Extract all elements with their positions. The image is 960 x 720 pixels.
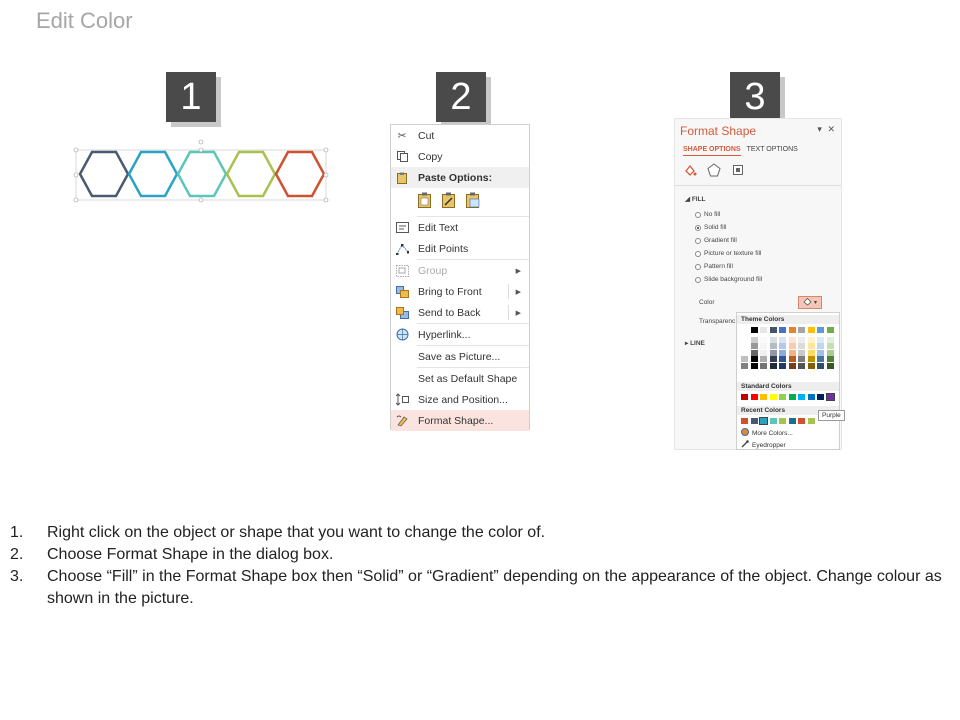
split-divider — [508, 284, 509, 299]
theme-color-column — [779, 327, 786, 369]
theme-color-column — [741, 327, 748, 369]
color-swatch[interactable] — [808, 327, 815, 333]
color-swatch[interactable] — [751, 363, 758, 369]
menu-label: Size and Position... — [418, 393, 508, 406]
theme-color-column — [808, 327, 815, 369]
color-swatch[interactable] — [741, 327, 748, 333]
color-swatch[interactable] — [751, 327, 758, 333]
color-swatch[interactable] — [817, 343, 824, 349]
radio-label: Pattern fill — [704, 263, 733, 270]
menu-label: Cut — [418, 129, 435, 142]
menu-item-edit-points[interactable] — [391, 238, 529, 259]
color-swatch[interactable] — [798, 356, 805, 362]
color-swatch[interactable] — [741, 394, 748, 400]
edit-points-icon — [391, 243, 413, 255]
color-swatch[interactable] — [770, 350, 777, 356]
theme-color-column — [827, 327, 834, 369]
color-swatch[interactable] — [760, 327, 767, 333]
color-swatch[interactable] — [808, 394, 815, 400]
instruction-number: 2. — [10, 546, 24, 563]
send-back-icon — [391, 307, 413, 319]
pane-tabs — [683, 146, 798, 156]
color-swatch[interactable] — [760, 337, 767, 343]
color-swatch[interactable] — [798, 350, 805, 356]
color-swatch[interactable] — [798, 363, 805, 369]
color-swatch[interactable] — [741, 343, 748, 349]
copy-icon — [391, 151, 413, 162]
recent-color-row — [741, 418, 815, 424]
color-swatch[interactable] — [817, 327, 824, 333]
color-swatch[interactable] — [817, 356, 824, 362]
theme-colors-header: Theme Colors — [737, 315, 839, 324]
resize-handle[interactable] — [74, 148, 78, 152]
radio-dot — [695, 277, 701, 283]
theme-color-grid — [741, 327, 834, 369]
menu-label: Copy — [418, 150, 443, 163]
paste-options-row — [391, 188, 529, 216]
paste-options-header — [391, 167, 529, 188]
menu-label: Format Shape... — [418, 414, 494, 427]
instruction-number: 3. — [10, 568, 24, 585]
color-palette-dropdown — [736, 312, 840, 450]
radio-solid-fill[interactable] — [695, 224, 726, 231]
paste-keep-source-icon[interactable] — [417, 192, 433, 212]
eyedropper-link[interactable] — [741, 440, 786, 450]
color-swatch[interactable] — [808, 337, 815, 343]
color-swatch[interactable] — [770, 418, 777, 424]
color-swatch[interactable] — [760, 350, 767, 356]
color-tooltip: Purple — [818, 410, 845, 421]
pane-controls — [817, 124, 835, 135]
menu-item-bring-to-front[interactable] — [391, 281, 529, 302]
pane-options-icon[interactable]: ▾ — [817, 124, 822, 134]
color-swatch[interactable] — [760, 356, 767, 362]
color-swatch[interactable] — [751, 356, 758, 362]
color-swatch[interactable] — [779, 337, 786, 343]
color-swatch[interactable] — [817, 350, 824, 356]
menu-item-cut[interactable] — [391, 125, 529, 146]
radio-label: No fill — [704, 211, 721, 218]
close-icon[interactable]: ✕ — [827, 124, 835, 134]
color-swatch[interactable] — [827, 394, 834, 400]
instruction-text: Choose “Fill” in the Format Shape box then “Solid” or “Gradient” depending on the appearance of the object. Change colour as shown in the picture. — [47, 568, 942, 607]
menu-item-hyperlink[interactable] — [391, 324, 529, 345]
standard-color-row — [741, 394, 834, 400]
radio-gradient-fill[interactable] — [695, 237, 737, 244]
menu-label: Group — [418, 264, 448, 277]
paste-picture-icon[interactable] — [465, 192, 481, 212]
instruction-item — [10, 522, 950, 544]
more-colors-label: More Colors... — [752, 429, 793, 437]
color-swatch[interactable] — [789, 356, 796, 362]
color-swatch[interactable] — [741, 337, 748, 343]
tab-shape-options[interactable]: SHAPE OPTIONS — [683, 146, 741, 156]
color-swatch[interactable] — [798, 327, 805, 333]
menu-label: Bring to Front — [418, 285, 482, 298]
menu-item-send-to-back[interactable] — [391, 302, 529, 323]
color-swatch[interactable] — [770, 343, 777, 349]
radio-no-fill[interactable] — [695, 211, 720, 218]
fill-section-label: FILL — [691, 196, 706, 203]
menu-item-size-position[interactable] — [391, 389, 529, 410]
color-swatch[interactable] — [760, 363, 767, 369]
fill-bucket-icon — [803, 297, 812, 308]
color-swatch[interactable] — [798, 418, 805, 424]
resize-handle[interactable] — [199, 148, 203, 152]
eyedropper-label: Eyedropper — [752, 441, 786, 449]
color-swatch[interactable] — [798, 343, 805, 349]
format-shape-icon — [391, 414, 413, 427]
color-swatch[interactable] — [808, 356, 815, 362]
menu-label: Hyperlink... — [418, 328, 471, 341]
resize-handle[interactable] — [199, 198, 203, 202]
menu-label: Paste Options: — [418, 171, 493, 184]
color-swatch[interactable] — [751, 418, 758, 424]
hexagon-shapes[interactable] — [70, 138, 332, 210]
radio-dot — [695, 251, 701, 257]
color-swatch[interactable] — [741, 350, 748, 356]
color-swatch[interactable] — [760, 418, 767, 424]
eyedropper-icon — [741, 440, 749, 450]
color-swatch[interactable] — [808, 350, 815, 356]
instruction-item — [10, 566, 950, 610]
color-swatch[interactable] — [817, 363, 824, 369]
context-menu — [390, 124, 530, 430]
color-swatch[interactable] — [789, 337, 796, 343]
radio-label: Slide background fill — [704, 276, 763, 283]
radio-label: Gradient fill — [704, 237, 737, 244]
resize-handle[interactable] — [324, 148, 328, 152]
menu-label: Save as Picture... — [418, 350, 501, 363]
color-swatch[interactable] — [779, 356, 786, 362]
fill-line-icon[interactable] — [683, 163, 697, 179]
color-swatch[interactable] — [808, 363, 815, 369]
color-swatch[interactable] — [751, 343, 758, 349]
page-title: Edit Color — [36, 8, 133, 33]
effects-icon[interactable] — [707, 163, 721, 179]
submenu-arrow-icon[interactable]: ▶ — [515, 309, 521, 317]
resize-handle[interactable] — [74, 173, 78, 177]
color-swatch[interactable] — [751, 337, 758, 343]
rotate-handle[interactable] — [199, 140, 203, 144]
fill-section-header[interactable]: ◢ FILL — [685, 196, 706, 203]
resize-handle[interactable] — [324, 198, 328, 202]
hexagon-2[interactable] — [129, 152, 177, 196]
menu-item-set-default-shape[interactable] — [391, 368, 529, 389]
color-swatch[interactable] — [770, 394, 777, 400]
radio-picture-fill[interactable] — [695, 250, 761, 257]
color-wheel-icon — [741, 428, 749, 438]
hexagon-5[interactable] — [276, 152, 324, 196]
resize-handle[interactable] — [74, 198, 78, 202]
color-swatch[interactable] — [789, 418, 796, 424]
color-dropdown-button[interactable] — [798, 296, 822, 309]
split-divider — [508, 305, 509, 320]
color-swatch[interactable] — [779, 418, 786, 424]
selection-box — [76, 150, 326, 200]
menu-item-edit-text[interactable] — [391, 217, 529, 238]
hexagon-4[interactable] — [227, 152, 275, 196]
color-swatch[interactable] — [827, 327, 834, 333]
color-swatch[interactable] — [779, 343, 786, 349]
radio-dot — [695, 238, 701, 244]
color-swatch[interactable] — [760, 394, 767, 400]
recent-colors-header: Recent Colors — [737, 406, 839, 415]
color-swatch[interactable] — [779, 363, 786, 369]
step-1-badge: 1 — [166, 72, 216, 122]
theme-color-column — [789, 327, 796, 369]
pane-title: Format Shape — [680, 124, 757, 138]
color-swatch[interactable] — [741, 418, 748, 424]
submenu-arrow-icon: ▶ — [515, 267, 521, 275]
hyperlink-icon — [391, 328, 413, 341]
color-swatch[interactable] — [827, 343, 834, 349]
color-swatch[interactable] — [789, 363, 796, 369]
menu-label: Edit Points — [418, 242, 469, 255]
scissors-icon: ✂ — [397, 129, 407, 142]
color-swatch[interactable] — [760, 343, 767, 349]
submenu-arrow-icon[interactable]: ▶ — [515, 288, 521, 296]
size-position-icon — [391, 393, 413, 406]
hexagon-1[interactable] — [80, 152, 128, 196]
edit-text-icon — [391, 222, 413, 233]
instruction-list — [10, 522, 950, 610]
radio-dot — [695, 212, 701, 218]
radio-label: Picture or texture fill — [704, 250, 762, 257]
step-3-badge: 3 — [730, 72, 780, 122]
size-properties-icon[interactable] — [731, 163, 745, 179]
transparency-label: Transparenc — [699, 318, 736, 325]
color-swatch[interactable] — [751, 350, 758, 356]
standard-colors-header: Standard Colors — [737, 382, 839, 391]
theme-color-column — [760, 327, 767, 369]
color-swatch[interactable] — [779, 394, 786, 400]
paste-destination-icon[interactable] — [441, 192, 457, 212]
color-swatch[interactable] — [789, 327, 796, 333]
resize-handle[interactable] — [324, 173, 328, 177]
theme-color-column — [751, 327, 758, 369]
group-icon — [391, 265, 413, 277]
line-section-label: LINE — [690, 340, 705, 347]
line-section-header[interactable]: ▸ LINE — [685, 340, 705, 347]
radio-dot — [695, 225, 701, 231]
pane-divider — [675, 185, 841, 186]
color-swatch[interactable] — [770, 363, 777, 369]
color-swatch[interactable] — [789, 350, 796, 356]
color-swatch[interactable] — [798, 337, 805, 343]
color-swatch[interactable] — [741, 363, 748, 369]
color-swatch[interactable] — [770, 356, 777, 362]
bring-front-icon — [391, 286, 413, 298]
menu-label: Send to Back — [418, 306, 481, 319]
color-swatch[interactable] — [827, 350, 834, 356]
color-swatch[interactable] — [827, 363, 834, 369]
color-label: Color — [699, 299, 715, 306]
menu-item-format-shape[interactable] — [391, 410, 529, 431]
color-swatch[interactable] — [779, 327, 786, 333]
color-swatch[interactable] — [751, 394, 758, 400]
instruction-text: Right click on the object or shape that you want to change the color of. — [47, 524, 546, 541]
theme-color-column — [770, 327, 777, 369]
chevron-down-icon: ▾ — [813, 300, 817, 306]
color-swatch[interactable] — [817, 337, 824, 343]
color-swatch[interactable] — [770, 327, 777, 333]
radio-label: Solid fill — [704, 224, 727, 231]
color-swatch[interactable] — [789, 394, 796, 400]
instruction-text: Choose Format Shape in the dialog box. — [47, 546, 334, 563]
pane-category-icons — [683, 163, 745, 179]
menu-item-save-as-picture[interactable] — [391, 346, 529, 367]
menu-item-copy[interactable] — [391, 146, 529, 167]
instruction-number: 1. — [10, 524, 24, 541]
radio-slide-background-fill[interactable] — [695, 276, 762, 283]
instruction-item — [10, 544, 950, 566]
color-swatch[interactable] — [779, 350, 786, 356]
radio-dot — [695, 264, 701, 270]
tab-text-options[interactable]: TEXT OPTIONS — [746, 146, 798, 153]
menu-label: Set as Default Shape — [418, 372, 518, 385]
color-swatch[interactable] — [817, 394, 824, 400]
hexagon-3[interactable] — [178, 152, 226, 196]
color-swatch[interactable] — [770, 337, 777, 343]
color-swatch[interactable] — [741, 356, 748, 362]
theme-color-column — [798, 327, 805, 369]
color-swatch[interactable] — [798, 394, 805, 400]
color-swatch[interactable] — [808, 343, 815, 349]
color-swatch[interactable] — [827, 356, 834, 362]
color-swatch[interactable] — [827, 337, 834, 343]
menu-label: Edit Text — [418, 221, 459, 234]
step-2-badge: 2 — [436, 72, 486, 122]
paste-icon — [391, 172, 413, 184]
menu-item-group[interactable] — [391, 260, 529, 281]
color-swatch[interactable] — [808, 418, 815, 424]
more-colors-link[interactable] — [741, 428, 793, 438]
theme-color-column — [817, 327, 824, 369]
color-swatch[interactable] — [789, 343, 796, 349]
radio-pattern-fill[interactable] — [695, 263, 733, 270]
